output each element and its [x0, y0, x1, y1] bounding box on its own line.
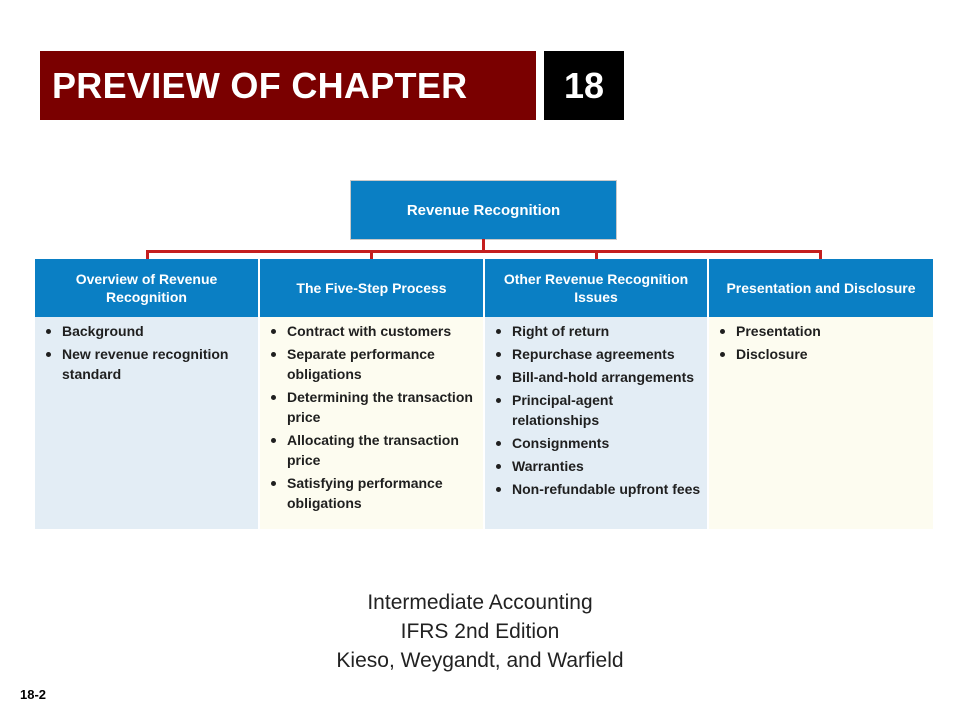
column-body-presentation [709, 317, 933, 529]
overview-list [43, 321, 252, 384]
column-body-overview [35, 317, 258, 529]
list-item: Consignments [493, 433, 701, 453]
chapter-number: 18 [544, 51, 624, 120]
column-body-five-step [260, 317, 483, 529]
list-item: Background [43, 321, 252, 341]
list-item: Disclosure [717, 344, 927, 364]
connector-horizontal [146, 250, 822, 253]
list-item: Warranties [493, 456, 701, 476]
other-issues-list [493, 321, 701, 499]
list-item: Repurchase agreements [493, 344, 701, 364]
book-authors: Kieso, Weygandt, and Warfield [336, 649, 624, 672]
list-item: Bill-and-hold arrangements [493, 367, 701, 387]
five-step-list [268, 321, 477, 513]
column-body-other-issues [485, 317, 707, 529]
column-header-five-step: The Five-Step Process [260, 259, 483, 317]
list-item: Contract with customers [268, 321, 477, 341]
list-item: Determining the transaction price [268, 387, 477, 427]
presentation-list [717, 321, 927, 364]
diagram-root-node: Revenue Recognition [351, 181, 616, 239]
list-item: Separate performance obligations [268, 344, 477, 384]
book-title: Intermediate Accounting [367, 591, 593, 614]
list-item: New revenue recognition standard [43, 344, 252, 384]
column-header-other-issues: Other Revenue Recognition Issues [485, 259, 707, 317]
list-item: Allocating the transaction price [268, 430, 477, 470]
book-edition: IFRS 2nd Edition [400, 620, 560, 643]
column-header-presentation: Presentation and Disclosure [709, 259, 933, 317]
list-item: Right of return [493, 321, 701, 341]
list-item: Presentation [717, 321, 927, 341]
list-item: Satisfying performance obligations [268, 473, 477, 513]
slide-number: 18-2 [20, 687, 47, 702]
chapter-title: PREVIEW OF CHAPTER [40, 51, 536, 120]
list-item: Principal-agent relationships [493, 390, 701, 430]
list-item: Non-refundable upfront fees [493, 479, 701, 499]
column-header-overview: Overview of Revenue Recognition [35, 259, 258, 317]
